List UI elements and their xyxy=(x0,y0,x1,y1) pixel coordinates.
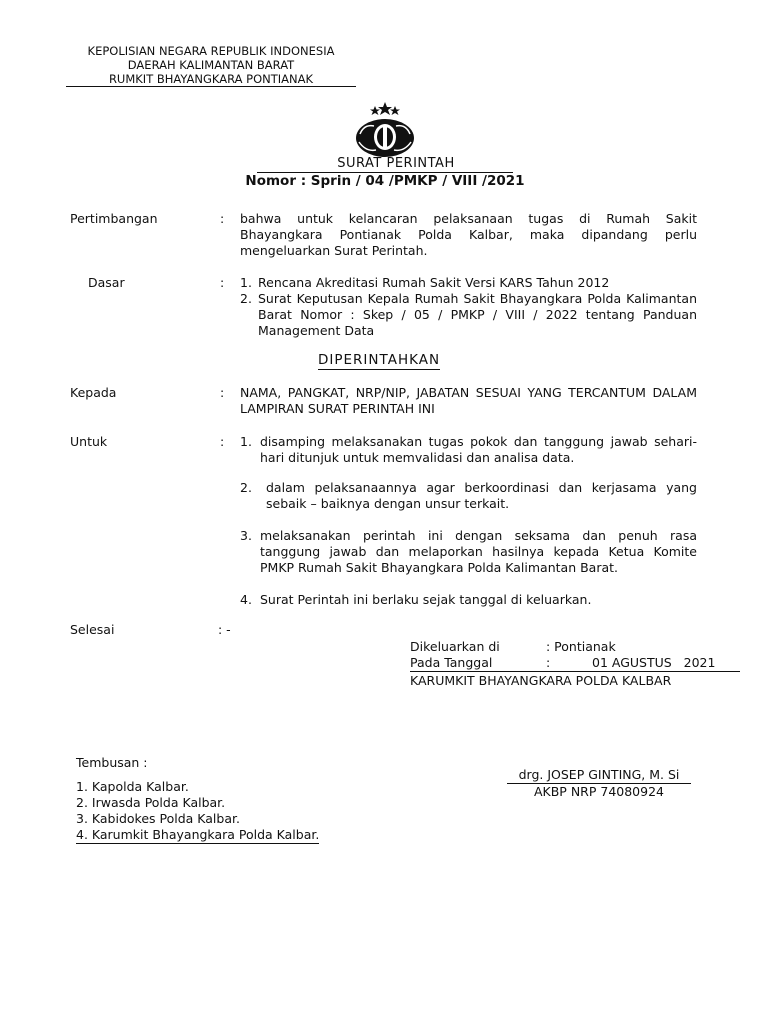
title-number: Nomor : Sprin / 04 /PMKP / VIII /2021 xyxy=(245,173,525,189)
letterhead-line-1: KEPOLISIAN NEGARA REPUBLIK INDONESIA xyxy=(87,44,335,58)
signer-block xyxy=(507,767,691,800)
pertimbangan-text xyxy=(240,211,697,259)
document-title xyxy=(230,156,540,189)
kepada-label: Kepada xyxy=(70,385,117,400)
issued-date-value: 01 AGUSTUS 2021 xyxy=(592,655,716,670)
letterhead xyxy=(66,44,356,87)
untuk-label: Untuk xyxy=(70,434,108,449)
untuk-item-number: 1. xyxy=(240,434,252,449)
issued-place-row xyxy=(410,639,740,655)
dasar-item-text: Rencana Akreditasi Rumah Sakit Versi KARS Tahun 2012 xyxy=(258,275,610,290)
dasar-item-number: 1. xyxy=(240,275,252,290)
untuk-item xyxy=(240,480,697,512)
untuk-item xyxy=(240,528,697,576)
tembusan-item: 1. Kapolda Kalbar. xyxy=(76,779,189,794)
issued-block xyxy=(410,639,740,691)
letterhead-line-3: RUMKIT BHAYANGKARA PONTIANAK xyxy=(66,72,356,87)
untuk-colon: : xyxy=(220,434,225,449)
untuk-item-text: disamping melaksanakan tugas pokok dan tanggung jawab sehari-hari ditunjuk untuk memvalidasi dan analisa data. xyxy=(260,434,697,465)
untuk-item-number: 2. xyxy=(240,480,252,495)
dasar-item-number: 2. xyxy=(240,291,252,306)
dasar-item-text: Surat Keputusan Kepala Rumah Sakit Bhayangkara Polda Kalimantan Barat Nomor : Skep / 05 / PMKP / VIII / 2022 tentang Panduan Management Data xyxy=(258,291,697,338)
tembusan-item: 2. Irwasda Polda Kalbar. xyxy=(76,795,226,810)
issued-date-colon: : xyxy=(546,655,551,670)
kepada-paragraph: NAMA, PANGKAT, NRP/NIP, JABATAN SESUAI YANG TERCANTUM DALAM LAMPIRAN SURAT PERINTAH INI xyxy=(240,385,697,416)
signer-name: drg. JOSEP GINTING, M. Si xyxy=(507,767,691,784)
title-heading: SURAT PERINTAH xyxy=(257,156,512,173)
issued-place-value: : Pontianak xyxy=(546,639,616,654)
selesai-label: Selesai xyxy=(70,622,115,637)
dasar-label: Dasar xyxy=(88,275,125,290)
kepada-text xyxy=(240,385,697,417)
untuk-item xyxy=(240,434,697,466)
tembusan-label: Tembusan : xyxy=(76,755,148,770)
signer-rank: AKBP NRP 74080924 xyxy=(533,784,664,799)
issued-date-label: Pada Tanggal xyxy=(410,655,493,670)
dasar-list xyxy=(240,275,697,339)
untuk-item-number: 3. xyxy=(240,528,252,543)
diperintahkan-heading: DIPERINTAHKAN xyxy=(318,352,441,368)
untuk-item-text: Surat Perintah ini berlaku sejak tanggal di keluarkan. xyxy=(260,592,592,607)
untuk-item-number: 4. xyxy=(240,592,252,607)
untuk-item-text: dalam pelaksanaannya agar berkoordinasi dan kerjasama yang sebaik – baiknya dengan unsur terkait. xyxy=(266,480,697,511)
dasar-colon: : xyxy=(220,275,225,290)
selesai-value: : - xyxy=(218,622,231,637)
pertimbangan-paragraph: bahwa untuk kelancaran pelaksanaan tugas di Rumah Sakit Bhayangkara Pontianak Polda Kalbar, maka dipandang perlu mengeluarkan Surat Perintah. xyxy=(240,211,697,258)
dasar-item xyxy=(240,291,697,339)
tembusan-list xyxy=(76,779,319,844)
tembusan-item: 3. Kabidokes Polda Kalbar. xyxy=(76,811,240,826)
pertimbangan-label: Pertimbangan xyxy=(70,211,158,226)
dasar-item xyxy=(240,275,697,291)
untuk-item-text: melaksanakan perintah ini dengan seksama dan penuh rasa tanggung jawab dan melaporkan hasilnya kepada Ketua Komite PMKP Rumah Sakit Bhayangkara Polda Kalimantan Barat. xyxy=(260,528,697,575)
letterhead-line-2: DAERAH KALIMANTAN BARAT xyxy=(127,58,295,72)
untuk-item xyxy=(240,592,697,608)
tembusan-item: 4. Karumkit Bhayangkara Polda Kalbar. xyxy=(76,827,320,842)
kepada-colon: : xyxy=(220,385,225,400)
issued-office: KARUMKIT BHAYANGKARA POLDA KALBAR xyxy=(410,673,672,688)
issued-place-label: Dikeluarkan di xyxy=(410,639,500,654)
issued-date-row xyxy=(410,655,740,672)
pertimbangan-colon: : xyxy=(220,211,225,226)
police-emblem-icon xyxy=(354,102,416,158)
